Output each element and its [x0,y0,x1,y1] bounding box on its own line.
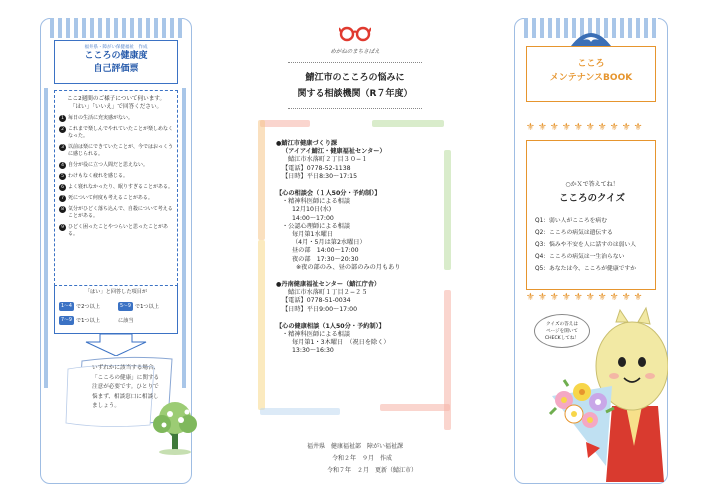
footer-department: 福井県 健康福祉部 障がい福祉課 [306,443,403,450]
advice-line: 悩まず、相談窓口に相談し [92,393,159,400]
item-text: 気分がひどく落ち込んで、自殺について考えることがある。 [68,206,173,219]
item-text: わけもなく疲れを感じる。 [68,173,129,179]
score-box [54,286,178,334]
check-item [59,206,173,220]
consult1-a-time: 14:00〜17:00 [292,214,334,222]
quiz-subtitle: ○かＸで答えてね！ [565,181,619,188]
item-number: 1 [59,115,66,122]
bubble-line: ページを開いて [545,329,579,334]
score-badge: 1〜4 [61,304,72,309]
check-item [59,126,173,140]
score-badge: 5〜9 [120,304,131,309]
score-badge: 7〜9 [61,318,72,323]
item-number: 5 [59,173,66,180]
intro-line1: ここ2週間のご様子について伺います。 [66,96,166,102]
check-item [59,184,173,191]
item-number: 8 [59,206,66,213]
page-title [260,70,450,102]
middle-panel [260,0,450,500]
bird-icon [569,26,613,48]
quiz-box [526,140,656,290]
check-item [59,162,173,169]
item-number: 9 [59,224,66,231]
dotted-divider-top [288,62,422,63]
footer-created: 令和２年 ９月 作成 [331,455,392,462]
org2-hours: 【日時】平日9:00〜17:00 [282,305,358,313]
speech-bubble [534,314,590,348]
consult1-heading: 【心の相談会（１人50分・予約制）】 [276,190,381,198]
quiz-title: こころのクイズ [559,193,625,204]
item-text: ひどく困ったことやつらいと思ったことがある。 [68,224,169,237]
glasses-icon [339,24,371,42]
check-item [59,115,173,122]
down-arrow-icon [54,334,178,356]
item-number: 2 [59,126,66,133]
consult1-b-extra: ※夜の部のみ、昼の部のみの月もあり [296,263,401,271]
pastel-stroke [372,120,444,127]
consult1-b-day: 昼の部 14:00〜17:00 [292,247,359,255]
footer-updated: 令和７年 ２月 更新（鯖江市） [326,467,417,474]
consult1-b-note: （4月・5月は第2水曜日） [292,239,366,247]
score-cell [59,314,114,327]
org1-hours: 【日時】平日8:30〜17:15 [282,172,358,180]
left-side-stripes [44,88,50,388]
item-text: 以前は楽にできていたことが、今ではおっくうに感じられる。 [68,144,174,157]
pastel-stroke [258,120,265,240]
item-number: 7 [59,195,66,202]
item-text: 自分が役に立つ人間だと思えない。 [68,162,149,168]
org1-tel: 【電話】0778-52-1138 [282,164,351,172]
pastel-stroke [258,240,265,410]
advice-line: いずれかに該当する場合、 [92,365,160,371]
question: Q3：悩みや不安を人に話すのは弱い人 [535,242,637,248]
item-text: 死について何度も考えることがある。 [68,195,153,201]
score-cell [118,314,173,327]
consult1-b-date: 毎月第1水曜日 [292,231,334,239]
checklist [54,90,178,286]
title-small: 福井県・障がい保健福祉 作成 [84,45,148,50]
org2-tel: 【電話】0778-51-0034 [282,297,351,305]
org1-name: ●鯖江市健康づくり課 [276,140,338,147]
pastel-stroke [260,408,340,415]
question: Q5：あなたは今、こころが健康ですか [535,266,637,272]
title-line1: こころの健康度 [84,51,148,61]
left-top-stripes [50,18,182,38]
org2-address: 鯖江市水落町１丁目２−２５ [288,289,368,297]
item-text: よく寝れなかったり、眠りすぎることがある。 [68,184,174,190]
question: Q4：こころの病気は一生治らない [535,254,625,260]
consult2-heading: 【心の健康相談（1人50分・予約制）】 [276,322,385,330]
tree-icon [150,398,200,456]
score-cell [59,300,114,313]
advice-line: 「こころの健康」に関する [92,374,160,381]
title-line2: メンテナンスBOOK [549,73,633,83]
score-text: で1つ以上 [134,304,159,310]
pastel-stroke [260,120,310,127]
advice-line: 注意が必要です。ひとりで [92,384,159,390]
question: Q1：弱い人がこころを病む [535,218,608,224]
advice-line: ましょう。 [92,403,120,409]
ornament-row: ⚜⚜⚜⚜⚜⚜⚜⚜⚜⚜ [526,292,646,303]
right-side-stripes [182,88,188,388]
score-cell [118,300,173,313]
consult1-b-label: ・公認心理師による相談 [282,222,351,230]
item-text: これまで楽しんでやれていたことが楽しめなくなった。 [68,126,174,139]
title-line2: 自己評価票 [93,64,139,74]
score-text: に該当 [118,318,134,324]
score-text: で1つ以上 [75,318,100,324]
dotted-divider-bottom [288,108,422,109]
score-text: で2つ以上 [75,304,100,310]
intro-line2: 「はい」「いいえ」で回答ください。 [69,104,163,110]
book-title [526,46,656,102]
item-number: 4 [59,162,66,169]
item-text: 毎日の生活に充実感がない。 [68,115,134,121]
consult2-a-label: ・精神科医師による相談 [282,331,351,339]
title-line2: 関する相談機関（R７年度） [297,89,413,99]
self-assessment-title [54,40,178,84]
title-line1: こころ [577,59,605,69]
org2-name: ●丹南健康福祉センター（鯖江庁舎） [276,281,381,289]
consult1-b-night: 夜の部 17:30〜20:30 [292,255,359,263]
check-item [59,224,173,238]
bubble-line: CHECKしてね！ [544,336,580,341]
right-panel [514,0,668,500]
item-number: 3 [59,144,66,151]
consult1-a-label: ・精神科医師による相談 [282,198,351,206]
org1-address: 鯖江市水落町２丁目３０−１ [288,156,368,164]
score-grid [55,298,177,329]
check-item [59,173,173,180]
check-item [59,195,173,202]
question-list [535,215,655,275]
check-item [59,144,173,158]
org1-sub: （アイアイ鯖江・健康福祉センター） [282,148,386,156]
consult1-a-date: 12月10日(水) [292,206,332,214]
bubble-line: クイズの答えは [546,322,578,327]
consultation-list [276,140,446,356]
title-line1: 鯖江市のこころの悩みに [305,73,405,83]
question: Q2：こころの病気は遺伝する [535,230,613,236]
consult2-a-date: 毎月第1・3木曜日 （祝日を除く） [292,339,390,347]
ornament-row: ⚜⚜⚜⚜⚜⚜⚜⚜⚜⚜ [526,122,646,133]
item-number: 6 [59,184,66,191]
footer [260,441,450,477]
left-panel [40,0,192,500]
pastel-stroke [380,404,450,411]
city-label: めがねのまちさばえ [330,49,380,55]
score-header: 「はい」と回答した項目が [55,286,177,298]
consult2-a-time: 13:30〜16:30 [292,347,334,355]
